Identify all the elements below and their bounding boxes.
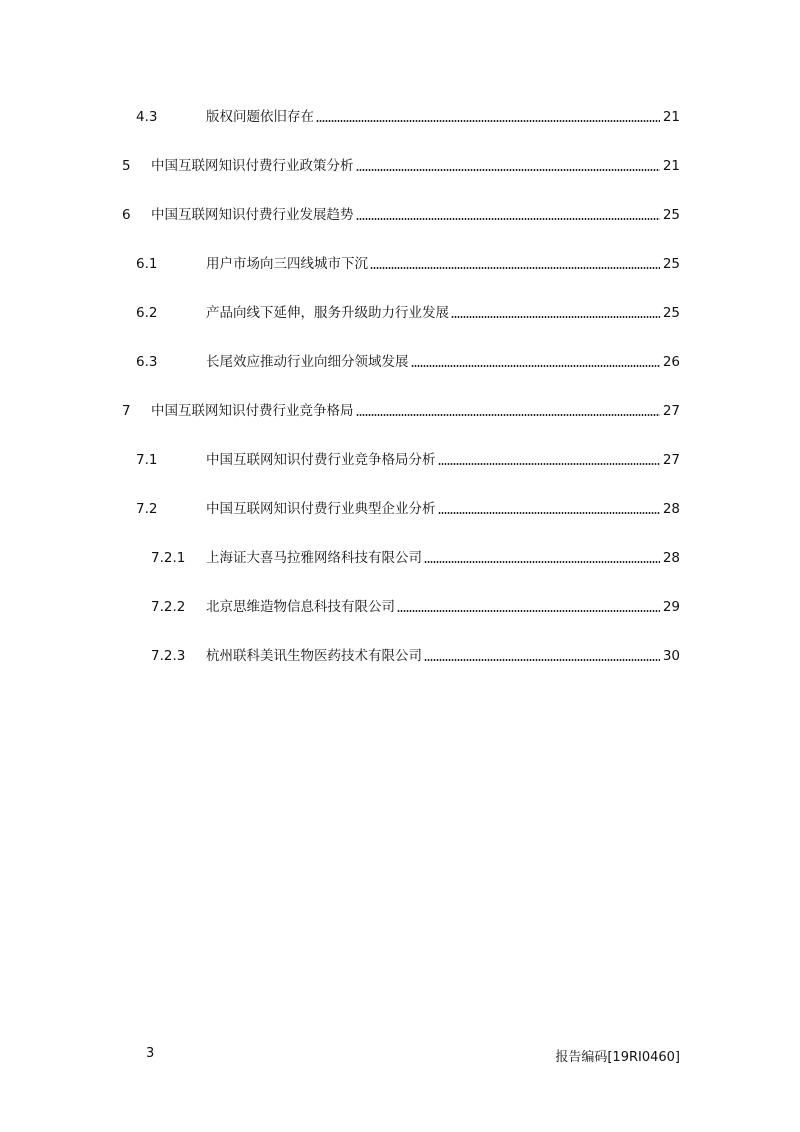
- toc-entry-title: 长尾效应推动行业向细分领域发展: [206, 353, 409, 373]
- toc-leader-dots: [451, 316, 660, 318]
- toc-entry-title: 中国互联网知识付费行业典型企业分析: [206, 500, 436, 520]
- toc-entry-number: 7.2: [136, 501, 158, 517]
- toc-entry-title: 中国互联网知识付费行业发展趋势: [151, 206, 354, 226]
- toc-entry-title: 上海证大喜马拉雅网络科技有限公司: [206, 549, 422, 569]
- toc-entry[interactable]: [0, 498, 800, 520]
- toc-entry-number: 7.2.3: [151, 648, 186, 664]
- toc-leader-dots: [438, 463, 660, 465]
- toc-entry-title: 杭州联科美讯生物医药技术有限公司: [206, 647, 422, 667]
- footer-report-code: 报告编码[19RI0460]: [555, 1050, 680, 1065]
- toc-entry-page: 25: [662, 256, 680, 272]
- toc-leader-dots: [424, 659, 660, 661]
- toc-leader-dots: [411, 365, 660, 367]
- toc-entry-page: 25: [662, 207, 680, 223]
- toc-entry-number: 7: [122, 403, 131, 419]
- toc-leader-dots: [316, 120, 660, 122]
- toc-leader-dots: [397, 610, 660, 612]
- toc-entry-number: 5: [122, 158, 131, 174]
- toc-entry-number: 4.3: [136, 109, 158, 125]
- toc-leader-dots: [356, 414, 660, 416]
- toc-entry-page: 25: [662, 305, 680, 321]
- toc-entry-title: 版权问题依旧存在: [206, 108, 314, 128]
- toc-entry-number: 7.2.1: [151, 550, 186, 566]
- toc-entry-page: 29: [662, 599, 680, 615]
- toc-entry[interactable]: [0, 596, 800, 618]
- toc-entry-page: 27: [662, 452, 680, 468]
- toc-entry-title: 中国互联网知识付费行业竞争格局分析: [206, 451, 436, 471]
- toc-entry-title: 中国互联网知识付费行业政策分析: [151, 157, 354, 177]
- toc-entry[interactable]: [0, 547, 800, 569]
- toc-entry-page: 27: [662, 403, 680, 419]
- toc-entry[interactable]: [0, 302, 800, 324]
- toc-entry-title: 用户市场向三四线城市下沉: [206, 255, 368, 275]
- toc-entry-number: 6.3: [136, 354, 158, 370]
- toc-entry[interactable]: [0, 253, 800, 275]
- toc-entry[interactable]: [0, 645, 800, 667]
- toc-leader-dots: [424, 561, 660, 563]
- toc-entry[interactable]: [0, 155, 800, 177]
- toc-entry[interactable]: [0, 351, 800, 373]
- toc-entry-number: 6.2: [136, 305, 158, 321]
- toc-entry-title: 中国互联网知识付费行业竞争格局: [151, 402, 354, 422]
- toc-entry[interactable]: [0, 400, 800, 422]
- toc-entry[interactable]: [0, 449, 800, 471]
- toc-entry-page: 30: [662, 648, 680, 664]
- toc-leader-dots: [356, 218, 660, 220]
- toc-entry-page: 26: [662, 354, 680, 370]
- toc-leader-dots: [370, 267, 660, 269]
- toc-entry[interactable]: [0, 204, 800, 226]
- toc-entry[interactable]: [0, 106, 800, 128]
- toc-entry-number: 7.2.2: [151, 599, 186, 615]
- toc-entry-page: 21: [662, 109, 680, 125]
- toc-entry-number: 6: [122, 207, 131, 223]
- toc-entry-page: 21: [662, 158, 680, 174]
- toc-entry-page: 28: [662, 501, 680, 517]
- toc-entry-title: 产品向线下延伸，服务升级助力行业发展: [206, 304, 449, 324]
- toc-leader-dots: [356, 169, 660, 171]
- toc-entry-title: 北京思维造物信息科技有限公司: [206, 598, 395, 618]
- footer-page-number: 3: [146, 1046, 155, 1061]
- toc-entry-number: 7.1: [136, 452, 158, 468]
- toc-leader-dots: [438, 512, 660, 514]
- toc-entry-number: 6.1: [136, 256, 158, 272]
- toc-entry-page: 28: [662, 550, 680, 566]
